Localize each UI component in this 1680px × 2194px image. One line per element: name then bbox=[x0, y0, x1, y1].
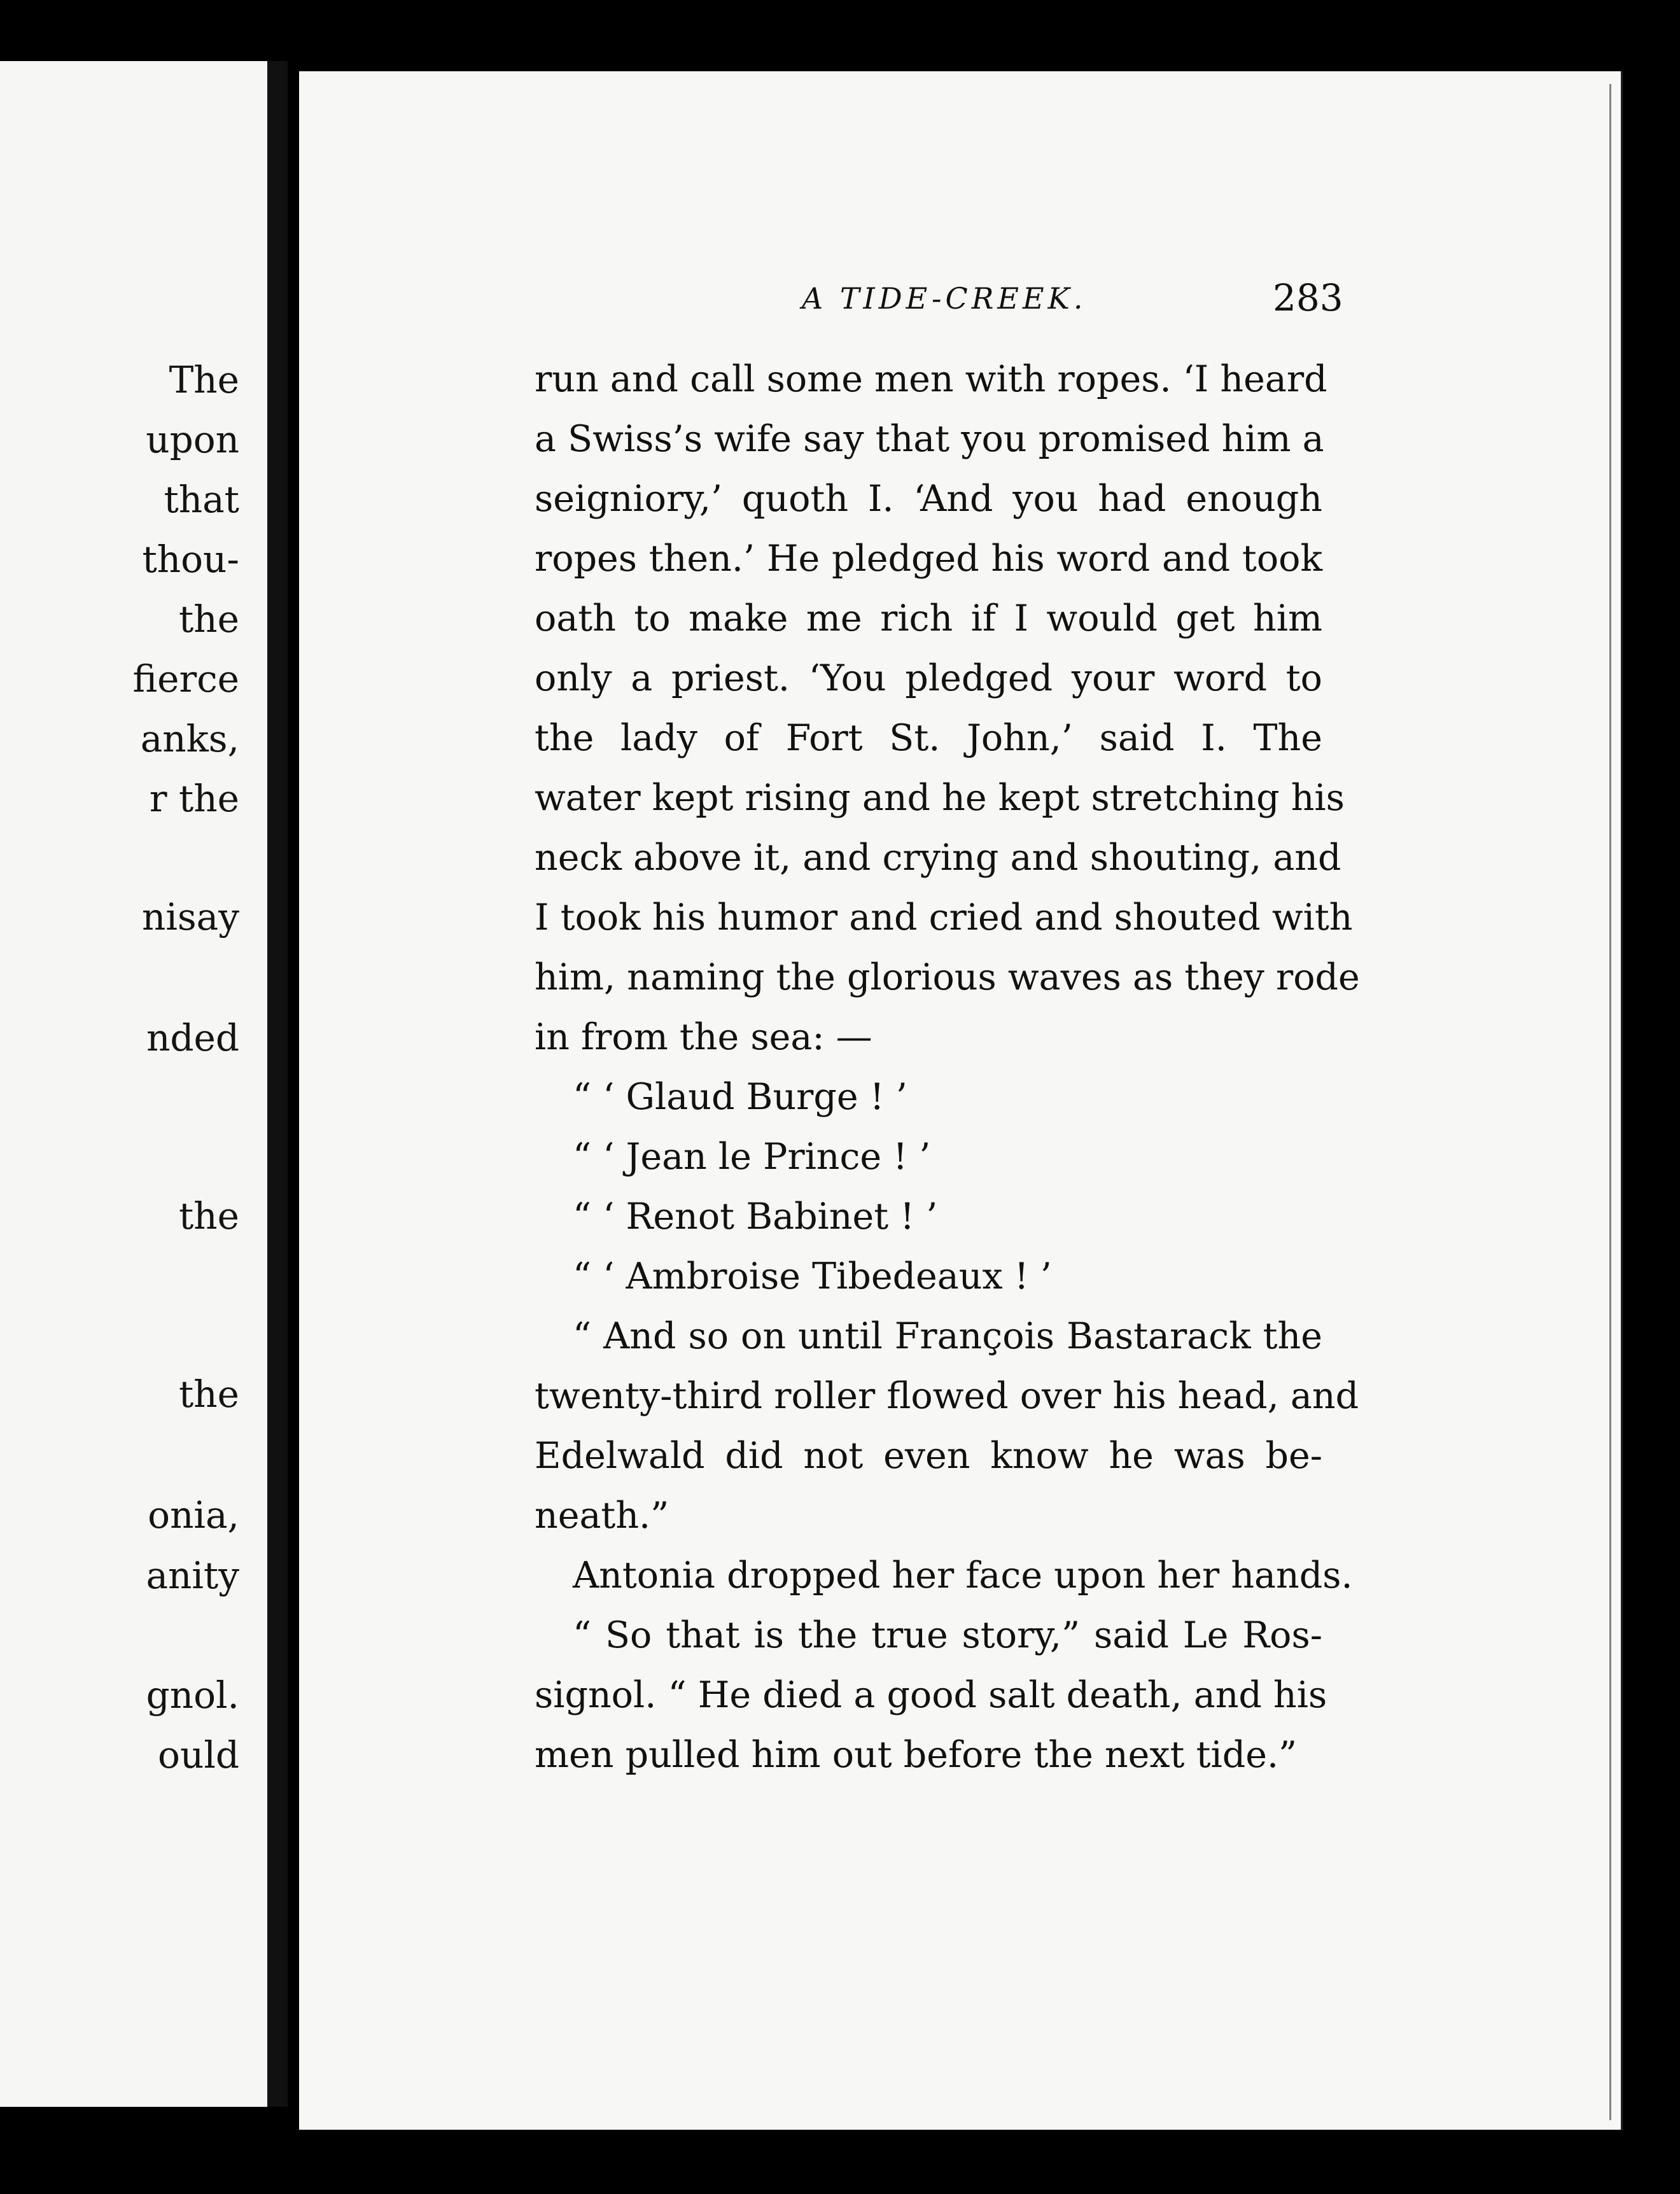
book-gutter bbox=[267, 61, 288, 2107]
facing-page bbox=[0, 61, 267, 2107]
text-line: in from the sea: — bbox=[535, 1016, 872, 1058]
verse-line: “ ‘ Renot Babinet ! ’ bbox=[573, 1196, 938, 1238]
facing-page-fragment: ould bbox=[158, 1733, 239, 1777]
page-number: 283 bbox=[1273, 276, 1343, 319]
text-line: a Swiss’s wife say that you promised him a bbox=[535, 418, 1324, 460]
facing-page-fragment: fierce bbox=[132, 657, 239, 701]
facing-page-fragment: onia, bbox=[148, 1493, 239, 1537]
facing-page-fragment: that bbox=[164, 478, 239, 521]
text-line: neath.” bbox=[535, 1495, 669, 1537]
page-body-text bbox=[535, 349, 1360, 1785]
running-head: A TIDE-CREEK. bbox=[802, 281, 1087, 316]
text-line: twenty-third roller flowed over his head, and bbox=[535, 1375, 1359, 1417]
facing-page-fragment: The bbox=[169, 358, 239, 402]
text-line: neck above it, and crying and shouting, and bbox=[535, 837, 1341, 879]
text-line: ropes then.’ He pledged his word and took bbox=[535, 538, 1322, 580]
text-line: “ So that is the true story,” said Le Ros- bbox=[573, 1614, 1322, 1656]
facing-page-fragment: gnol. bbox=[146, 1673, 239, 1717]
facing-page-fragment: nisay bbox=[141, 895, 239, 939]
text-line: him, naming the glorious waves as they rode bbox=[535, 956, 1360, 998]
text-line: the lady of Fort St. John,’ said I. The bbox=[535, 717, 1322, 759]
text-line: I took his humor and cried and shouted with bbox=[535, 897, 1353, 939]
text-line: only a priest. ‘You pledged your word to bbox=[535, 657, 1322, 699]
facing-page-fragment: the bbox=[179, 1373, 239, 1416]
text-line: oath to make me rich if I would get him bbox=[535, 597, 1322, 639]
text-line: Edelwald did not even know he was be- bbox=[535, 1435, 1322, 1477]
facing-page-fragment: nded bbox=[146, 1016, 239, 1059]
facing-page-fragment: anks, bbox=[140, 717, 239, 760]
verse-line: “ ‘ Ambroise Tibedeaux ! ’ bbox=[573, 1255, 1052, 1297]
book-page bbox=[299, 71, 1623, 2130]
text-line: water kept rising and he kept stretching his bbox=[535, 777, 1345, 819]
text-line: Antonia dropped her face upon her hands. bbox=[573, 1555, 1353, 1597]
text-line: “ And so on until François Bastarack the bbox=[573, 1315, 1322, 1357]
facing-page-fragment: upon bbox=[146, 418, 239, 461]
text-line: signol. “ He died a good salt death, and his bbox=[535, 1674, 1327, 1716]
text-line: seigniory,’ quoth I. ‘And you had enough bbox=[535, 478, 1322, 520]
text-line: run and call some men with ropes. ‘I heard bbox=[535, 358, 1327, 400]
facing-page-fragment: anity bbox=[146, 1554, 239, 1597]
verse-line: “ ‘ Glaud Burge ! ’ bbox=[573, 1076, 907, 1118]
facing-page-fragment: r the bbox=[149, 777, 239, 820]
verse-line: “ ‘ Jean le Prince ! ’ bbox=[573, 1136, 931, 1178]
facing-page-fragment: the bbox=[179, 597, 239, 641]
text-line: men pulled him out before the next tide.” bbox=[535, 1734, 1298, 1776]
facing-page-fragment: thou- bbox=[142, 538, 239, 581]
facing-page-fragment: the bbox=[179, 1194, 239, 1238]
